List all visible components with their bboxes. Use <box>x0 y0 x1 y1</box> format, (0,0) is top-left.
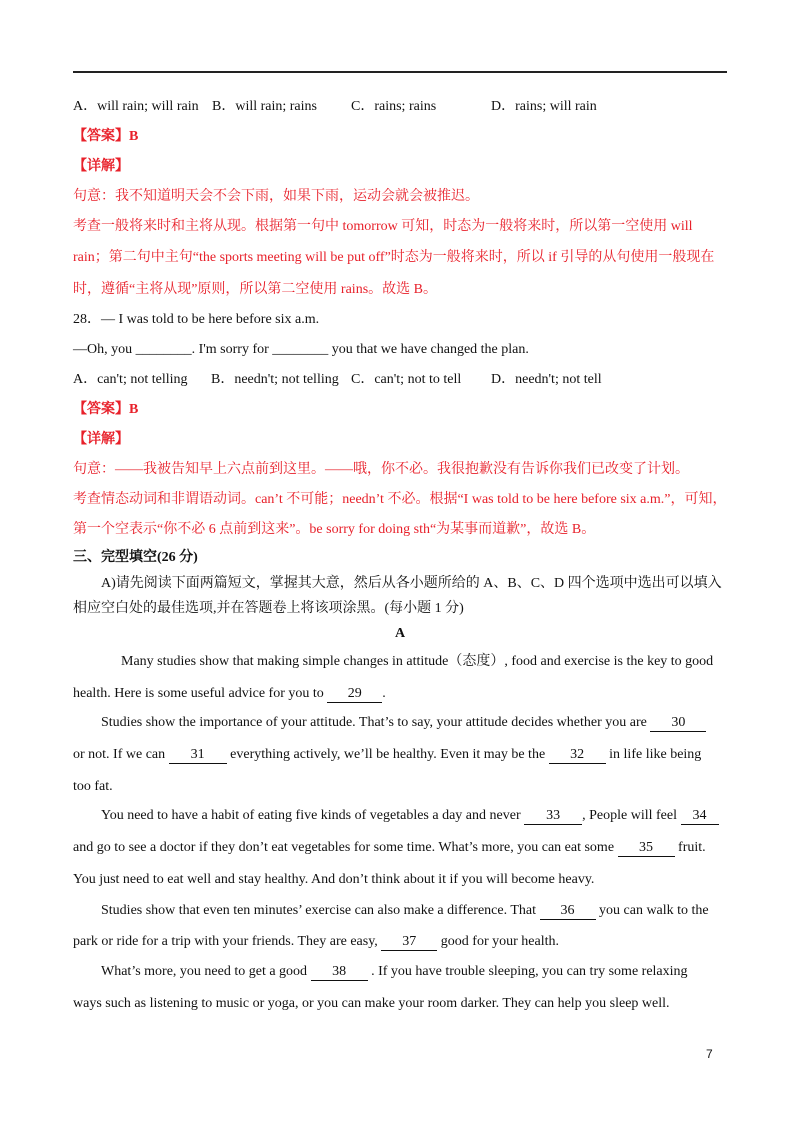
passage-line: park or ride for a trip with your friends. They are easy, 37 good for your health. <box>73 934 559 949</box>
q27-option-a: A．will rain; will rain <box>73 99 199 114</box>
section-heading: 三、完型填空(26 分) <box>73 550 198 565</box>
passage-line: and go to see a doctor if they don’t eat vegetables for some time. What’s more, you can eat some 35 fruit. <box>73 840 706 855</box>
blank-31[interactable]: 31 <box>169 747 227 764</box>
passage-line: Many studies show that making simple changes in attitude（态度）, food and exercise is the key to good <box>121 654 714 669</box>
passage-line: Studies show that even ten minutes’ exercise can also make a difference. That 36 you can walk to the <box>101 903 709 918</box>
passage-line: You just need to eat well and stay healthy. And don’t think about it if you will become heavy. <box>73 872 595 887</box>
passage-line: too fat. <box>73 779 113 794</box>
passage-line: health. Here is some useful advice for you to 29 . <box>73 686 386 701</box>
blank-36[interactable]: 36 <box>540 903 596 920</box>
q27-option-d: D．rains; will rain <box>491 99 597 114</box>
q27-answer: 【答案】B <box>73 129 139 144</box>
q27-option-c: C．rains; rains <box>351 99 437 114</box>
q28-option-c: C．can't; not to tell <box>351 372 462 387</box>
q28-option-d: D．needn't; not tell <box>491 372 602 387</box>
q28-explain-1: 句意：——我被告知早上六点前到这里。——哦，你不必。我很抱歉没有告诉你我们已改变了计划。 <box>73 462 689 477</box>
blank-38[interactable]: 38 <box>311 964 368 981</box>
blank-30[interactable]: 30 <box>650 715 706 732</box>
passage-line: What’s more, you need to get a good 38 . If you have trouble sleeping, you can try some relaxing <box>101 964 688 979</box>
q27-explain-3: rain；第二句中主句“the sports meeting will be put off”时态为一般将来时，所以 if 引导的从句使用一般现在 <box>73 250 715 265</box>
q28-prompt: 28．— I was told to be here before six a.m. <box>73 312 320 327</box>
blank-35[interactable]: 35 <box>618 840 675 857</box>
blank-37[interactable]: 37 <box>381 934 437 951</box>
q27-detail-label: 【详解】 <box>73 159 129 174</box>
section-instruction-2: 相应空白处的最佳选项,并在答题卷上将该项涂黑。(每小题 1 分) <box>73 601 464 616</box>
blank-34[interactable]: 34 <box>681 808 719 825</box>
page-number: 7 <box>706 1047 713 1061</box>
passage-line: or not. If we can 31 everything actively, we’ll be healthy. Even it may be the 32 in life like being <box>73 747 702 762</box>
q28-explain-2: 考查情态动词和非谓语动词。can’t 不可能；needn’t 不必。根据“I was told to be here before six a.m.”，可知， <box>73 492 727 507</box>
blank-32[interactable]: 32 <box>549 747 606 764</box>
section-instruction-1: A)请先阅读下面两篇短文，掌握其大意，然后从各小题所给的 A、B、C、D 四个选项中选出可以填入 <box>101 576 722 591</box>
q28-answer: 【答案】B <box>73 402 139 417</box>
blank-33[interactable]: 33 <box>524 808 582 825</box>
passage-line: Studies show the importance of your attitude. That’s to say, your attitude decides whether you are 30 <box>101 714 706 732</box>
passage-title: A <box>394 626 406 641</box>
q27-explain-4: 时，遵循“主将从现”原则，所以第二空使用 rains。故选 B。 <box>73 282 437 297</box>
header-rule <box>73 71 727 73</box>
blank-29[interactable]: 29 <box>327 686 382 703</box>
q27-explain-1: 句意：我不知道明天会不会下雨，如果下雨，运动会就会被推迟。 <box>73 189 479 204</box>
passage-line: You need to have a habit of eating five kinds of vegetables a day and never 33 , People will feel 34 <box>101 807 719 825</box>
passage-line: ways such as listening to music or yoga, or you can make your room darker. They can help you sleep well. <box>73 996 670 1011</box>
q28-explain-3: 第一个空表示“你不必 6 点前到这来”。be sorry for doing sth“为某事而道歉”，故选 B。 <box>73 522 596 537</box>
q28-option-a: A．can't; not telling <box>73 372 188 387</box>
q28-option-b: B．needn't; not telling <box>211 372 339 387</box>
q27-explain-2: 考查一般将来时和主将从现。根据第一句中 tomorrow 可知，时态为一般将来时，所以第一空使用 will <box>73 219 693 234</box>
q28-detail-label: 【详解】 <box>73 432 129 447</box>
q28-response: —Oh, you ________. I'm sorry for ________ you that we have changed the plan. <box>73 342 529 357</box>
q27-option-b: B．will rain; rains <box>212 99 317 114</box>
